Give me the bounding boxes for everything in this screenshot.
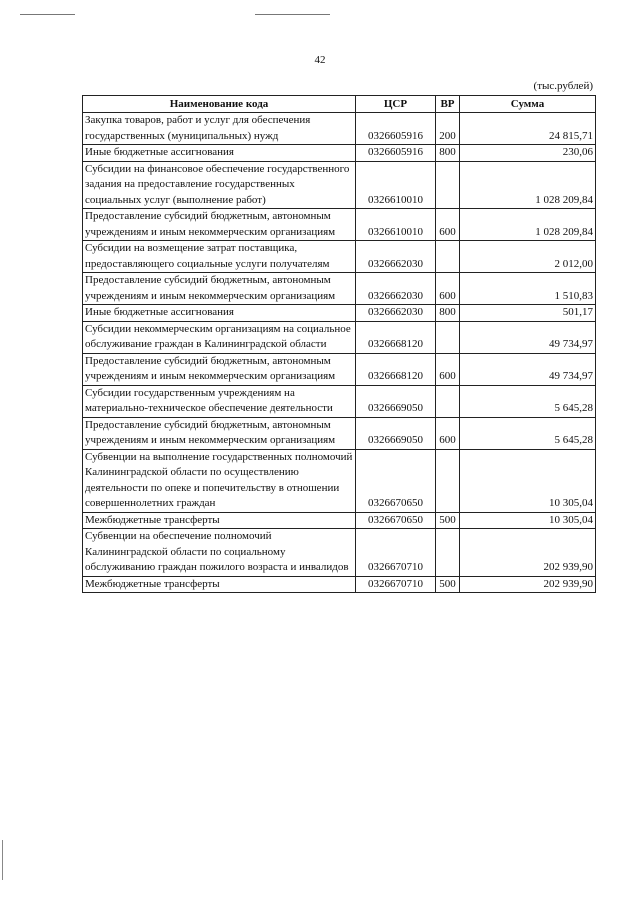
table-row [83, 241, 596, 273]
cell-csr: 0326662030 [356, 305, 436, 322]
cell-csr: 0326662030 [356, 273, 436, 305]
table-row [83, 353, 596, 385]
cell-vr [436, 449, 460, 512]
column-header-vr: ВР [436, 96, 460, 113]
table-row [83, 113, 596, 145]
cell-vr: 800 [436, 145, 460, 162]
scan-artifact-line [20, 14, 75, 15]
table-row [83, 305, 596, 322]
cell-csr: 0326610010 [356, 161, 436, 209]
table-row [83, 529, 596, 577]
table-row [83, 209, 596, 241]
cell-csr: 0326610010 [356, 209, 436, 241]
page-number: 42 [314, 54, 326, 66]
table-row [83, 145, 596, 162]
scan-artifact-line [255, 14, 330, 15]
table-row [83, 161, 596, 209]
cell-csr: 0326670710 [356, 529, 436, 577]
cell-name: Субсидии на финансовое обеспечение государственного задания на предоставление государственных социальных услуг (выполнение работ) [83, 161, 356, 209]
cell-name: Субсидии некоммерческим организациям на социальное обслуживание граждан в Калининградской области [83, 321, 356, 353]
column-header-csr: ЦСР [356, 96, 436, 113]
cell-name: Субсидии на возмещение затрат поставщика, предоставляющего социальные услуги получателям [83, 241, 356, 273]
cell-name: Субсидии государственным учреждениям на материально-техническое обеспечение деятельности [83, 385, 356, 417]
cell-sum: 501,17 [460, 305, 596, 322]
cell-csr: 0326662030 [356, 241, 436, 273]
cell-csr: 0326605916 [356, 113, 436, 145]
cell-vr [436, 161, 460, 209]
cell-csr: 0326670710 [356, 576, 436, 593]
table-row [83, 449, 596, 512]
table-header-row [83, 96, 596, 113]
table-row [83, 417, 596, 449]
cell-sum: 1 028 209,84 [460, 161, 596, 209]
cell-sum: 24 815,71 [460, 113, 596, 145]
cell-name: Предоставление субсидий бюджетным, автономным учреждениям и иным некоммерческим организациям [83, 209, 356, 241]
table-row [83, 512, 596, 529]
cell-sum: 230,06 [460, 145, 596, 162]
cell-name: Закупка товаров, работ и услуг для обеспечения государственных (муниципальных) нужд [83, 113, 356, 145]
units-label: (тыс.рублей) [533, 80, 593, 92]
table-body [83, 113, 596, 593]
cell-vr: 600 [436, 273, 460, 305]
cell-sum: 1 510,83 [460, 273, 596, 305]
cell-sum: 202 939,90 [460, 576, 596, 593]
cell-sum: 5 645,28 [460, 417, 596, 449]
cell-name: Межбюджетные трансферты [83, 512, 356, 529]
cell-sum: 49 734,97 [460, 353, 596, 385]
table-row [83, 385, 596, 417]
cell-name: Иные бюджетные ассигнования [83, 145, 356, 162]
cell-csr: 0326669050 [356, 385, 436, 417]
cell-vr: 500 [436, 576, 460, 593]
table-row [83, 576, 596, 593]
cell-csr: 0326670650 [356, 512, 436, 529]
cell-csr: 0326668120 [356, 321, 436, 353]
cell-name: Предоставление субсидий бюджетным, автономным учреждениям и иным некоммерческим организациям [83, 417, 356, 449]
cell-sum: 10 305,04 [460, 512, 596, 529]
margin-mark [2, 840, 3, 880]
cell-vr: 800 [436, 305, 460, 322]
cell-name: Предоставление субсидий бюджетным, автономным учреждениям и иным некоммерческим организациям [83, 353, 356, 385]
cell-name: Иные бюджетные ассигнования [83, 305, 356, 322]
cell-vr: 600 [436, 417, 460, 449]
cell-vr: 200 [436, 113, 460, 145]
cell-csr: 0326668120 [356, 353, 436, 385]
cell-vr [436, 385, 460, 417]
cell-vr: 600 [436, 209, 460, 241]
cell-csr: 0326669050 [356, 417, 436, 449]
cell-name: Предоставление субсидий бюджетным, автономным учреждениям и иным некоммерческим организациям [83, 273, 356, 305]
cell-sum: 10 305,04 [460, 449, 596, 512]
cell-vr [436, 529, 460, 577]
cell-csr: 0326670650 [356, 449, 436, 512]
column-header-name: Наименование кода [83, 96, 356, 113]
cell-sum: 1 028 209,84 [460, 209, 596, 241]
cell-name: Межбюджетные трансферты [83, 576, 356, 593]
column-header-sum: Сумма [460, 96, 596, 113]
cell-vr: 500 [436, 512, 460, 529]
cell-name: Субвенции на обеспечение полномочий Калининградской области по социальному обслуживанию граждан пожилого возраста и инвалидов [83, 529, 356, 577]
cell-name: Субвенции на выполнение государственных полномочий Калининградской области по осуществлению деятельности по опеке и попечительству в отношении совершеннолетних граждан [83, 449, 356, 512]
cell-vr [436, 241, 460, 273]
cell-sum: 202 939,90 [460, 529, 596, 577]
cell-sum: 49 734,97 [460, 321, 596, 353]
cell-vr: 600 [436, 353, 460, 385]
table-row [83, 273, 596, 305]
cell-sum: 5 645,28 [460, 385, 596, 417]
cell-sum: 2 012,00 [460, 241, 596, 273]
budget-table [82, 95, 596, 593]
table-row [83, 321, 596, 353]
cell-vr [436, 321, 460, 353]
cell-csr: 0326605916 [356, 145, 436, 162]
